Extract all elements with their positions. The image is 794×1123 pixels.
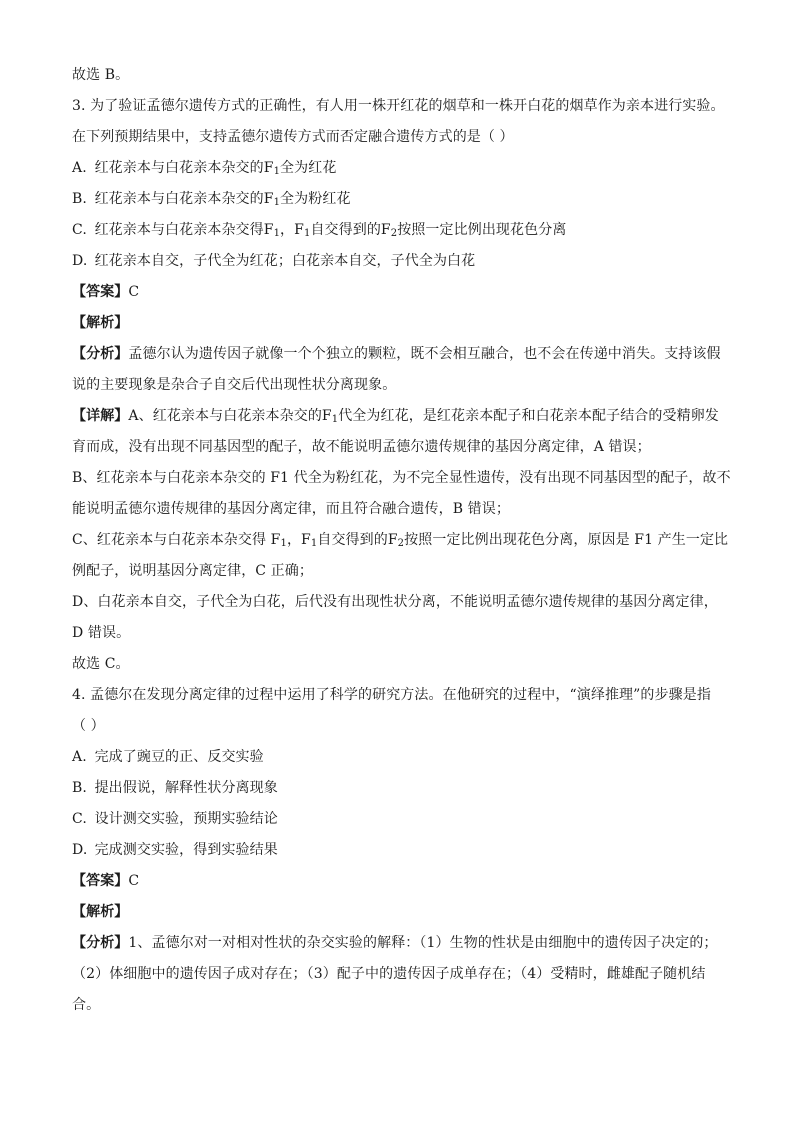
text-line bbox=[72, 649, 732, 680]
text-segment: 红花亲本与白花亲本杂交的F bbox=[94, 160, 274, 176]
answer-option bbox=[72, 246, 732, 277]
text-segment: 3. 为了验证孟德尔遗传方式的正确性，有人用一株开红花的烟草和一株开白花的烟草作为亲本进行实验。 bbox=[72, 98, 725, 114]
text-segment: 在下列预期结果中，支持孟德尔遗传方式而否定融合遗传方式的是（ ） bbox=[72, 129, 514, 145]
option-label: C. bbox=[72, 811, 87, 827]
text-segment: 自交得到的F bbox=[310, 222, 391, 238]
text-line bbox=[72, 494, 732, 525]
section-tag: 【答案】 bbox=[72, 873, 129, 889]
text-line bbox=[72, 401, 732, 432]
section-tag: 【解析】 bbox=[72, 315, 129, 331]
text-line bbox=[72, 308, 732, 339]
subscript: 1 bbox=[273, 166, 281, 177]
text-segment: 提出假说，解释性状分离现象 bbox=[94, 780, 278, 796]
text-line bbox=[72, 91, 732, 122]
text-line bbox=[72, 897, 732, 928]
text-segment: C bbox=[128, 873, 140, 889]
document-page bbox=[72, 60, 732, 1021]
subscript: 1 bbox=[273, 228, 281, 239]
text-line bbox=[72, 122, 732, 153]
option-label: B. bbox=[72, 191, 87, 207]
answer-option bbox=[72, 773, 732, 804]
text-segment: ，F bbox=[286, 532, 311, 548]
text-line bbox=[72, 711, 732, 742]
text-segment: B、红花亲本与白花亲本杂交的 F1 代全为粉红花，为不完全显性遗传，没有出现不同基因型的配子，故不 bbox=[72, 470, 731, 486]
text-segment: C、红花亲本与白花亲本杂交得 F bbox=[72, 532, 281, 548]
text-line bbox=[72, 680, 732, 711]
text-line bbox=[72, 587, 732, 618]
section-tag: 【答案】 bbox=[72, 284, 129, 300]
text-segment: D 错误。 bbox=[72, 625, 131, 641]
text-segment: 红花亲本与白花亲本杂交的F bbox=[94, 191, 274, 207]
text-line bbox=[72, 959, 732, 990]
option-label: D. bbox=[72, 253, 88, 269]
text-segment: D、白花亲本自交，子代全为白花，后代没有出现性状分离，不能说明孟德尔遗传规律的基因分离定律， bbox=[72, 594, 718, 610]
subscript: 2 bbox=[390, 228, 398, 239]
text-segment: 设计测交实验，预期实验结论 bbox=[94, 811, 278, 827]
answer-option bbox=[72, 153, 732, 184]
text-line bbox=[72, 339, 732, 370]
subscript: 1 bbox=[310, 538, 318, 549]
text-segment: 育而成，没有出现不同基因型的配子，故不能说明孟德尔遗传规律的基因分离定律，A 错误； bbox=[72, 439, 651, 455]
subscript: 1 bbox=[303, 228, 311, 239]
text-segment: 代全为红花，是红花亲本配子和白花亲本配子结合的受精卵发 bbox=[338, 408, 719, 424]
section-tag: 【分析】 bbox=[72, 346, 129, 362]
text-segment: 孟德尔认为遗传因子就像一个个独立的颗粒，既不会相互融合，也不会在传递中消失。支持该假 bbox=[128, 346, 721, 362]
answer-option bbox=[72, 804, 732, 835]
text-segment: 全为粉红花 bbox=[280, 191, 351, 207]
text-segment: A、红花亲本与白花亲本杂交的F bbox=[128, 408, 332, 424]
section-tag: 【分析】 bbox=[72, 935, 129, 951]
text-segment: 4. 孟德尔在发现分离定律的过程中运用了科学的研究方法。在他研究的过程中，“演绎推理”的步骤是指 bbox=[72, 687, 711, 703]
text-segment: 完成了豌豆的正、反交实验 bbox=[94, 749, 264, 765]
text-segment: （ ） bbox=[72, 718, 105, 734]
text-segment: ，F bbox=[280, 222, 304, 238]
text-segment: 故选 C。 bbox=[72, 656, 130, 672]
text-segment: 说的主要现象是杂合子自交后代出现性状分离现象。 bbox=[72, 377, 397, 393]
option-label: A. bbox=[72, 160, 87, 176]
text-segment: 按照一定比例出现花色分离，原因是 F1 产生一定比 bbox=[404, 532, 729, 548]
subscript: 1 bbox=[331, 414, 339, 425]
text-segment: 完成测交实验，得到实验结果 bbox=[94, 842, 278, 858]
text-segment: C bbox=[128, 284, 140, 300]
text-segment: 1、孟德尔对一对相对性状的杂交实验的解释：（1）生物的性状是由细胞中的遗传因子决定的； bbox=[128, 935, 718, 951]
text-line bbox=[72, 618, 732, 649]
text-line bbox=[72, 866, 732, 897]
subscript: 1 bbox=[280, 538, 287, 549]
option-label: C. bbox=[72, 222, 87, 238]
option-label: B. bbox=[72, 780, 87, 796]
text-segment: 全为红花 bbox=[280, 160, 337, 176]
text-line bbox=[72, 277, 732, 308]
text-line bbox=[72, 525, 732, 556]
text-segment: 故选 B。 bbox=[72, 67, 130, 83]
text-line bbox=[72, 556, 732, 587]
text-line bbox=[72, 370, 732, 401]
answer-option bbox=[72, 184, 732, 215]
text-segment: 红花亲本与白花亲本杂交得F bbox=[94, 222, 274, 238]
option-label: A. bbox=[72, 749, 87, 765]
text-segment: 合。 bbox=[72, 997, 101, 1013]
text-line bbox=[72, 928, 732, 959]
text-line bbox=[72, 432, 732, 463]
section-tag: 【解析】 bbox=[72, 904, 129, 920]
text-line bbox=[72, 990, 732, 1021]
answer-option bbox=[72, 742, 732, 773]
text-line bbox=[72, 60, 732, 91]
text-segment: 自交得到的F bbox=[317, 532, 398, 548]
answer-option bbox=[72, 835, 732, 866]
text-segment: （2）体细胞中的遗传因子成对存在；（3）配子中的遗传因子成单存在；（4）受精时，雌雄配子随机结 bbox=[72, 966, 706, 982]
section-tag: 【详解】 bbox=[72, 408, 129, 424]
option-label: D. bbox=[72, 842, 88, 858]
text-line bbox=[72, 463, 732, 494]
text-segment: 能说明孟德尔遗传规律的基因分离定律，而且符合融合遗传，B 错误； bbox=[72, 501, 510, 517]
text-segment: 例配子，说明基因分离定律，C 正确； bbox=[72, 563, 313, 579]
text-segment: 按照一定比例出现花色分离 bbox=[397, 222, 567, 238]
subscript: 2 bbox=[397, 538, 405, 549]
subscript: 1 bbox=[273, 197, 281, 208]
text-segment: 红花亲本自交，子代全为红花；白花亲本自交，子代全为白花 bbox=[94, 253, 476, 269]
answer-option bbox=[72, 215, 732, 246]
